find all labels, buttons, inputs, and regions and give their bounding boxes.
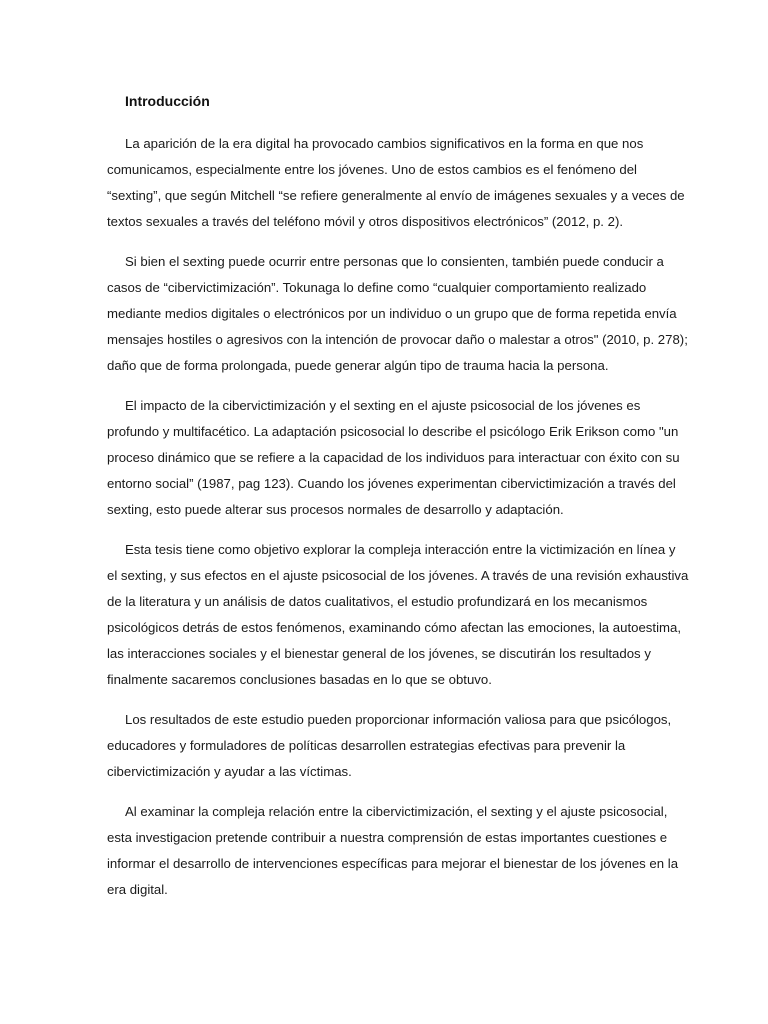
text-line: educadores y formuladores de políticas desarrollen estrategias efectivas para prevenir la (107, 738, 626, 753)
text-line: “sexting”, que según Mitchell “se refiere generalmente al envío de imágenes sexuales y a veces de (107, 188, 685, 203)
text-line: mensajes hostiles o agresivos con la intención de provocar daño o malestar a otros" (2010, p. 278); (107, 332, 688, 347)
text-line: cibervictimización y ayudar a las víctimas. (107, 764, 352, 779)
text-line: La aparición de la era digital ha provocado cambios significativos en la forma en que nos (125, 136, 644, 151)
paragraph (107, 131, 685, 235)
text-line: Al examinar la compleja relación entre la cibervictimización, el sexting y el ajuste psicosocial, (125, 804, 668, 819)
text-line: proceso dinámico que se refiere a la capacidad de los individuos para interactuar con éxito con su (107, 450, 680, 465)
text-line: Si bien el sexting puede ocurrir entre personas que lo consienten, también puede conducir a (125, 254, 664, 269)
text-line: Esta tesis tiene como objetivo explorar la compleja interacción entre la victimización en línea y (125, 542, 676, 557)
text-line: de la literatura y un análisis de datos cualitativos, el estudio profundizará en los mecanismos (107, 594, 648, 609)
text-line: finalmente sacaremos conclusiones basadas en lo que se obtuvo. (107, 672, 492, 687)
text-line: daño que de forma prolongada, puede generar algún tipo de trauma hacia la persona. (107, 358, 609, 373)
paragraph (107, 249, 688, 379)
text-line: el sexting, y sus efectos en el ajuste psicosocial de los jóvenes. A través de una revisión exhaustiva (107, 568, 689, 583)
text-line: sexting, esto puede alterar sus procesos normales de desarrollo y adaptación. (107, 502, 564, 517)
text-line: casos de “cibervictimización”. Tokunaga lo define como “cualquier comportamiento realizado (107, 280, 647, 295)
paragraph (107, 393, 680, 523)
text-line: las interacciones sociales y el bienestar general de los jóvenes, se discutirán los resultados y (107, 646, 651, 661)
paragraph (107, 537, 689, 693)
text-line: comunicamos, especialmente entre los jóvenes. Uno de estos cambios es el fenómeno del (107, 162, 637, 177)
text-line: El impacto de la cibervictimización y el sexting en el ajuste psicosocial de los jóvenes es (125, 398, 641, 413)
paragraph (107, 707, 672, 785)
text-line: esta investigacion pretende contribuir a nuestra comprensión de estas importantes cuestiones e (107, 830, 668, 845)
text-line: era digital. (107, 882, 168, 897)
text-line: psicológicos detrás de estos fenómenos, examinando cómo afectan las emociones, la autoestima, (107, 620, 681, 635)
text-line: Los resultados de este estudio pueden proporcionar información valiosa para que psicólogos, (125, 712, 672, 727)
text-line: informar el desarrollo de intervenciones específicas para mejorar el bienestar de los jóvenes en la (107, 856, 679, 871)
paragraph (107, 799, 679, 903)
text-line: textos sexuales a través del teléfono móvil y otros dispositivos electrónicos” (2012, p. 2). (107, 214, 624, 229)
text-line: entorno social” (1987, pag 123). Cuando los jóvenes experimentan cibervictimización a través del (107, 476, 676, 491)
text-line: mediante medios digitales o electrónicos por un individuo o un grupo que de forma repetida envía (107, 306, 677, 321)
section-heading: Introducción (125, 93, 210, 109)
document-body (107, 91, 689, 917)
text-line: profundo y multifacético. La adaptación psicosocial lo describe el psicólogo Erik Erikson como "un (107, 424, 679, 439)
